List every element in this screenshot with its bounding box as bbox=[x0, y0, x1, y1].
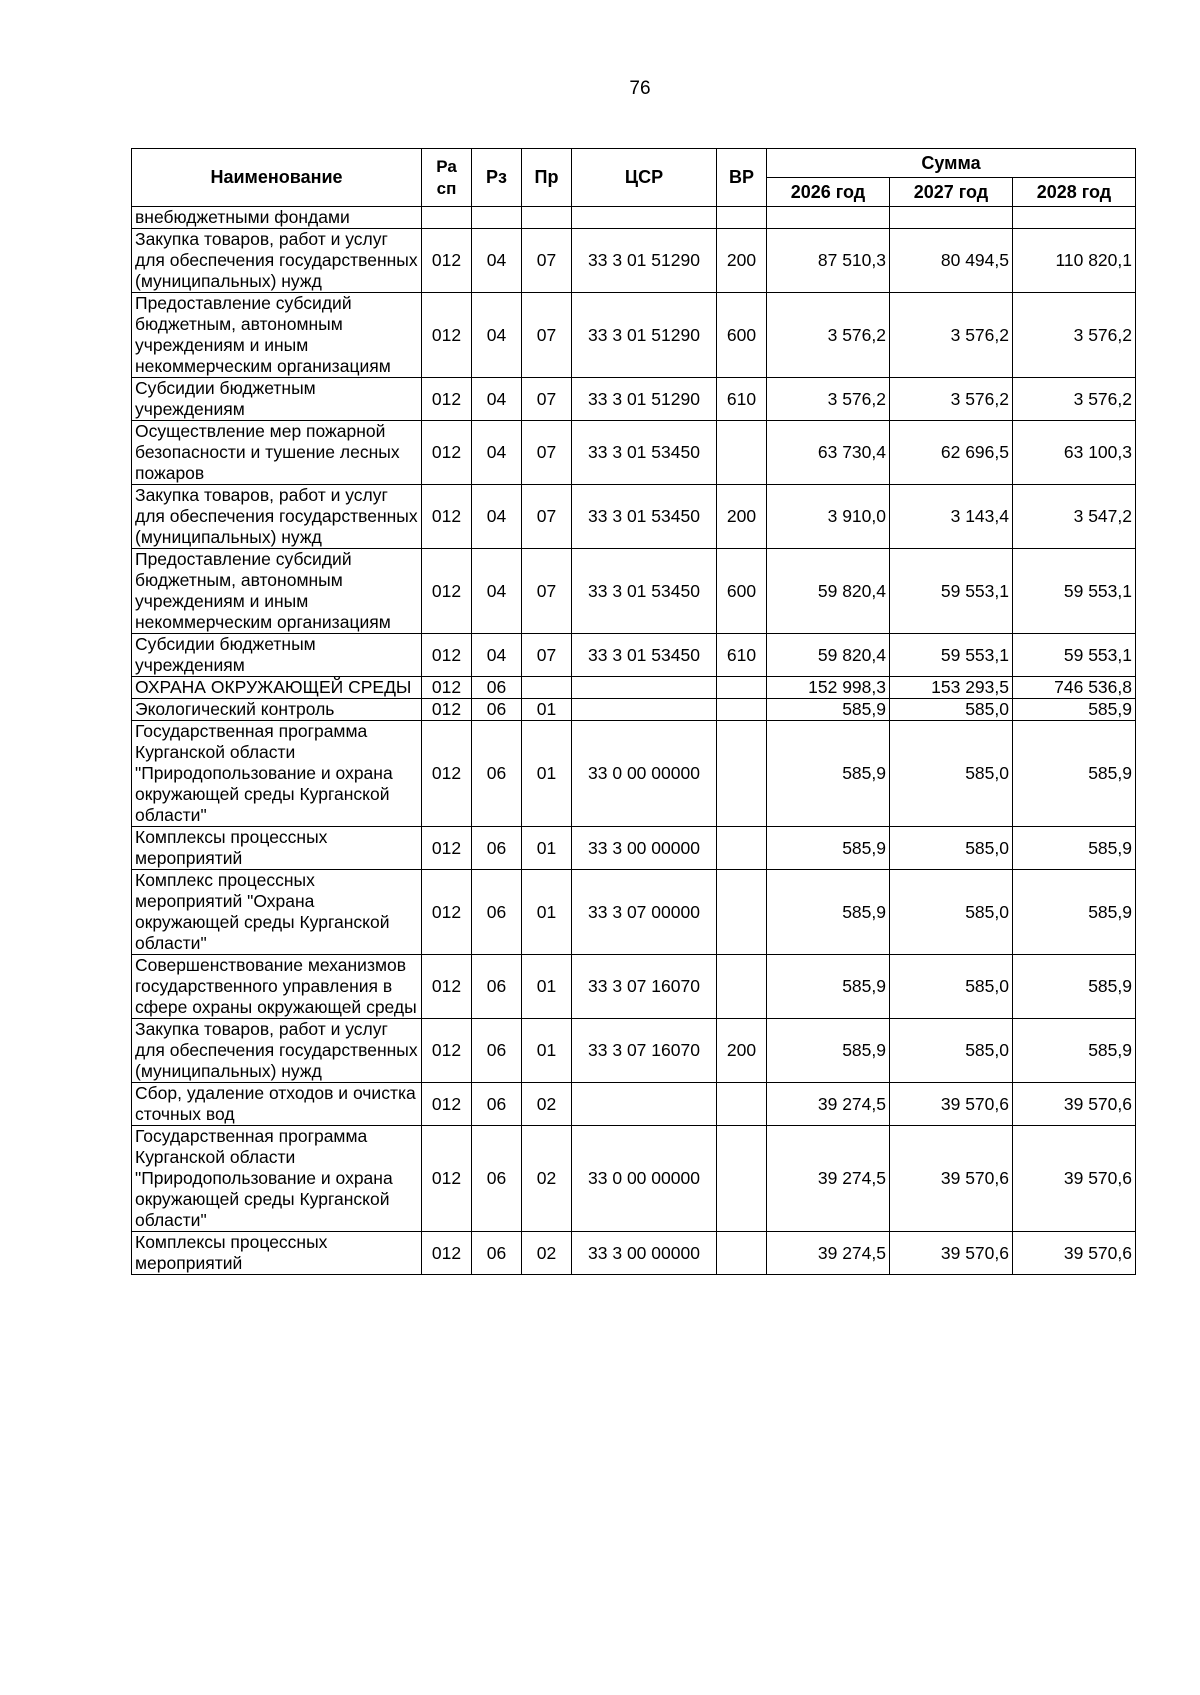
cell-rasp bbox=[422, 207, 472, 229]
cell-rasp: 012 bbox=[422, 634, 472, 677]
cell-sum-2026: 3 576,2 bbox=[767, 378, 890, 421]
cell-sum-2027 bbox=[890, 207, 1013, 229]
header-rasp: Ра сп bbox=[422, 149, 472, 207]
cell-vr: 200 bbox=[717, 1019, 767, 1083]
cell-vr bbox=[717, 870, 767, 955]
cell-rz: 06 bbox=[472, 827, 522, 870]
header-pr: Пр bbox=[522, 149, 572, 207]
cell-csr: 33 3 01 53450 bbox=[572, 485, 717, 549]
cell-pr: 07 bbox=[522, 378, 572, 421]
cell-csr bbox=[572, 699, 717, 721]
cell-sum-2026: 39 274,5 bbox=[767, 1126, 890, 1232]
cell-sum-2026 bbox=[767, 207, 890, 229]
cell-pr: 07 bbox=[522, 549, 572, 634]
cell-sum-2028: 3 576,2 bbox=[1013, 293, 1136, 378]
cell-rz: 04 bbox=[472, 485, 522, 549]
cell-rz: 04 bbox=[472, 634, 522, 677]
cell-sum-2028: 63 100,3 bbox=[1013, 421, 1136, 485]
table-row bbox=[132, 293, 1136, 378]
cell-sum-2026: 3 576,2 bbox=[767, 293, 890, 378]
cell-rz: 06 bbox=[472, 955, 522, 1019]
cell-sum-2027: 585,0 bbox=[890, 827, 1013, 870]
cell-sum-2027: 585,0 bbox=[890, 699, 1013, 721]
cell-pr: 07 bbox=[522, 229, 572, 293]
cell-pr: 07 bbox=[522, 485, 572, 549]
cell-csr: 33 3 07 00000 bbox=[572, 870, 717, 955]
cell-rasp: 012 bbox=[422, 293, 472, 378]
cell-sum-2026: 39 274,5 bbox=[767, 1232, 890, 1275]
cell-vr: 610 bbox=[717, 378, 767, 421]
cell-rasp: 012 bbox=[422, 229, 472, 293]
cell-rz: 06 bbox=[472, 1019, 522, 1083]
table-row bbox=[132, 549, 1136, 634]
cell-rasp: 012 bbox=[422, 721, 472, 827]
cell-name: Закупка товаров, работ и услуг для обеспечения государственных (муниципальных) нужд bbox=[132, 485, 422, 549]
cell-sum-2027: 3 143,4 bbox=[890, 485, 1013, 549]
cell-rasp: 012 bbox=[422, 677, 472, 699]
cell-sum-2027: 59 553,1 bbox=[890, 549, 1013, 634]
cell-rz: 06 bbox=[472, 1083, 522, 1126]
cell-pr: 01 bbox=[522, 870, 572, 955]
cell-sum-2028: 585,9 bbox=[1013, 870, 1136, 955]
cell-rasp: 012 bbox=[422, 549, 472, 634]
cell-vr bbox=[717, 1126, 767, 1232]
cell-rasp: 012 bbox=[422, 1232, 472, 1275]
cell-sum-2028: 585,9 bbox=[1013, 827, 1136, 870]
cell-sum-2026: 585,9 bbox=[767, 721, 890, 827]
cell-rasp: 012 bbox=[422, 955, 472, 1019]
cell-name: Субсидии бюджетным учреждениям bbox=[132, 378, 422, 421]
cell-rasp: 012 bbox=[422, 1126, 472, 1232]
cell-sum-2026: 585,9 bbox=[767, 699, 890, 721]
cell-pr: 01 bbox=[522, 955, 572, 1019]
cell-pr: 02 bbox=[522, 1126, 572, 1232]
cell-sum-2028: 585,9 bbox=[1013, 955, 1136, 1019]
cell-name: Предоставление субсидий бюджетным, автономным учреждениям и иным некоммерческим организациям bbox=[132, 293, 422, 378]
cell-vr: 610 bbox=[717, 634, 767, 677]
cell-sum-2028: 39 570,6 bbox=[1013, 1232, 1136, 1275]
cell-rz: 04 bbox=[472, 293, 522, 378]
cell-sum-2026: 152 998,3 bbox=[767, 677, 890, 699]
header-vr: ВР bbox=[717, 149, 767, 207]
cell-rz: 04 bbox=[472, 421, 522, 485]
cell-pr bbox=[522, 677, 572, 699]
cell-pr: 01 bbox=[522, 827, 572, 870]
cell-name: Государственная программа Курганской области "Природопользование и охрана окружающей среды Курганской области" bbox=[132, 1126, 422, 1232]
cell-sum-2028: 39 570,6 bbox=[1013, 1126, 1136, 1232]
cell-sum-2028: 59 553,1 bbox=[1013, 634, 1136, 677]
cell-csr: 33 3 07 16070 bbox=[572, 955, 717, 1019]
table-body bbox=[132, 207, 1136, 1275]
cell-pr: 01 bbox=[522, 721, 572, 827]
cell-name: ОХРАНА ОКРУЖАЮЩЕЙ СРЕДЫ bbox=[132, 677, 422, 699]
cell-name: Осуществление мер пожарной безопасности и тушение лесных пожаров bbox=[132, 421, 422, 485]
cell-sum-2028: 3 547,2 bbox=[1013, 485, 1136, 549]
cell-csr: 33 3 01 53450 bbox=[572, 549, 717, 634]
cell-sum-2028: 59 553,1 bbox=[1013, 549, 1136, 634]
table-row bbox=[132, 699, 1136, 721]
cell-sum-2027: 585,0 bbox=[890, 870, 1013, 955]
cell-name: Закупка товаров, работ и услуг для обеспечения государственных (муниципальных) нужд bbox=[132, 229, 422, 293]
header-year-2027: 2027 год bbox=[890, 178, 1013, 207]
cell-csr: 33 0 00 00000 bbox=[572, 721, 717, 827]
cell-csr: 33 3 07 16070 bbox=[572, 1019, 717, 1083]
cell-rasp: 012 bbox=[422, 485, 472, 549]
cell-sum-2026: 59 820,4 bbox=[767, 549, 890, 634]
cell-csr: 33 3 01 53450 bbox=[572, 421, 717, 485]
cell-sum-2026: 585,9 bbox=[767, 955, 890, 1019]
cell-rasp: 012 bbox=[422, 870, 472, 955]
cell-rz: 06 bbox=[472, 1232, 522, 1275]
cell-sum-2028 bbox=[1013, 207, 1136, 229]
table-row bbox=[132, 1083, 1136, 1126]
cell-name: внебюджетными фондами bbox=[132, 207, 422, 229]
table-row bbox=[132, 721, 1136, 827]
cell-rz: 04 bbox=[472, 229, 522, 293]
cell-csr: 33 3 00 00000 bbox=[572, 827, 717, 870]
cell-vr bbox=[717, 827, 767, 870]
cell-sum-2028: 585,9 bbox=[1013, 1019, 1136, 1083]
cell-sum-2027: 3 576,2 bbox=[890, 378, 1013, 421]
cell-sum-2027: 585,0 bbox=[890, 955, 1013, 1019]
cell-vr bbox=[717, 1232, 767, 1275]
cell-name: Комплекс процессных мероприятий "Охрана окружающей среды Курганской области" bbox=[132, 870, 422, 955]
table-row bbox=[132, 1019, 1136, 1083]
cell-vr bbox=[717, 955, 767, 1019]
page-number: 76 bbox=[629, 78, 651, 99]
table-row bbox=[132, 485, 1136, 549]
table-row bbox=[132, 955, 1136, 1019]
cell-csr bbox=[572, 1083, 717, 1126]
cell-name: Сбор, удаление отходов и очистка сточных вод bbox=[132, 1083, 422, 1126]
header-year-2026: 2026 год bbox=[767, 178, 890, 207]
cell-sum-2026: 63 730,4 bbox=[767, 421, 890, 485]
cell-rasp: 012 bbox=[422, 378, 472, 421]
cell-sum-2027: 39 570,6 bbox=[890, 1083, 1013, 1126]
cell-rz bbox=[472, 207, 522, 229]
cell-rz: 04 bbox=[472, 549, 522, 634]
cell-rasp: 012 bbox=[422, 827, 472, 870]
cell-name: Субсидии бюджетным учреждениям bbox=[132, 634, 422, 677]
cell-sum-2026: 585,9 bbox=[767, 827, 890, 870]
cell-name: Комплексы процессных мероприятий bbox=[132, 827, 422, 870]
table-row bbox=[132, 378, 1136, 421]
cell-sum-2027: 585,0 bbox=[890, 1019, 1013, 1083]
cell-csr: 33 3 01 51290 bbox=[572, 229, 717, 293]
cell-rz: 06 bbox=[472, 870, 522, 955]
cell-name: Закупка товаров, работ и услуг для обеспечения государственных (муниципальных) нужд bbox=[132, 1019, 422, 1083]
cell-rasp: 012 bbox=[422, 1083, 472, 1126]
cell-sum-2026: 87 510,3 bbox=[767, 229, 890, 293]
cell-sum-2028: 3 576,2 bbox=[1013, 378, 1136, 421]
header-rz: Рз bbox=[472, 149, 522, 207]
cell-sum-2026: 585,9 bbox=[767, 1019, 890, 1083]
cell-sum-2028: 585,9 bbox=[1013, 699, 1136, 721]
cell-rz: 06 bbox=[472, 721, 522, 827]
header-name: Наименование bbox=[132, 149, 422, 207]
cell-csr bbox=[572, 207, 717, 229]
header-sum: Сумма bbox=[767, 149, 1136, 178]
budget-table bbox=[131, 148, 1136, 1275]
cell-rz: 06 bbox=[472, 699, 522, 721]
cell-vr bbox=[717, 677, 767, 699]
cell-sum-2026: 3 910,0 bbox=[767, 485, 890, 549]
cell-pr: 01 bbox=[522, 699, 572, 721]
cell-sum-2028: 585,9 bbox=[1013, 721, 1136, 827]
cell-sum-2028: 746 536,8 bbox=[1013, 677, 1136, 699]
header-csr: ЦСР bbox=[572, 149, 717, 207]
cell-sum-2027: 3 576,2 bbox=[890, 293, 1013, 378]
header-year-2028: 2028 год bbox=[1013, 178, 1136, 207]
cell-name: Экологический контроль bbox=[132, 699, 422, 721]
table-row bbox=[132, 827, 1136, 870]
cell-sum-2027: 39 570,6 bbox=[890, 1126, 1013, 1232]
cell-vr bbox=[717, 421, 767, 485]
cell-pr: 07 bbox=[522, 634, 572, 677]
cell-rz: 06 bbox=[472, 1126, 522, 1232]
cell-name: Совершенствование механизмов государственного управления в сфере охраны окружающей среды bbox=[132, 955, 422, 1019]
table-row bbox=[132, 870, 1136, 955]
cell-pr: 02 bbox=[522, 1083, 572, 1126]
cell-vr bbox=[717, 721, 767, 827]
cell-sum-2027: 585,0 bbox=[890, 721, 1013, 827]
table-row bbox=[132, 1232, 1136, 1275]
cell-vr bbox=[717, 1083, 767, 1126]
cell-name: Комплексы процессных мероприятий bbox=[132, 1232, 422, 1275]
cell-csr: 33 3 01 53450 bbox=[572, 634, 717, 677]
cell-rz: 06 bbox=[472, 677, 522, 699]
table-header bbox=[132, 149, 1136, 207]
cell-pr: 07 bbox=[522, 421, 572, 485]
cell-vr bbox=[717, 699, 767, 721]
cell-sum-2027: 80 494,5 bbox=[890, 229, 1013, 293]
cell-vr: 600 bbox=[717, 293, 767, 378]
cell-sum-2026: 59 820,4 bbox=[767, 634, 890, 677]
cell-rasp: 012 bbox=[422, 421, 472, 485]
cell-sum-2026: 585,9 bbox=[767, 870, 890, 955]
cell-sum-2026: 39 274,5 bbox=[767, 1083, 890, 1126]
cell-rz: 04 bbox=[472, 378, 522, 421]
table-row bbox=[132, 229, 1136, 293]
cell-csr: 33 3 00 00000 bbox=[572, 1232, 717, 1275]
cell-vr: 600 bbox=[717, 549, 767, 634]
cell-vr bbox=[717, 207, 767, 229]
cell-name: Предоставление субсидий бюджетным, автономным учреждениям и иным некоммерческим организациям bbox=[132, 549, 422, 634]
cell-vr: 200 bbox=[717, 229, 767, 293]
cell-sum-2027: 39 570,6 bbox=[890, 1232, 1013, 1275]
cell-vr: 200 bbox=[717, 485, 767, 549]
cell-sum-2027: 59 553,1 bbox=[890, 634, 1013, 677]
cell-sum-2027: 153 293,5 bbox=[890, 677, 1013, 699]
cell-pr bbox=[522, 207, 572, 229]
cell-sum-2027: 62 696,5 bbox=[890, 421, 1013, 485]
cell-csr: 33 3 01 51290 bbox=[572, 378, 717, 421]
cell-csr bbox=[572, 677, 717, 699]
table-row bbox=[132, 677, 1136, 699]
cell-name: Государственная программа Курганской области "Природопользование и охрана окружающей среды Курганской области" bbox=[132, 721, 422, 827]
cell-rasp: 012 bbox=[422, 1019, 472, 1083]
table-row bbox=[132, 207, 1136, 229]
cell-pr: 07 bbox=[522, 293, 572, 378]
cell-rasp: 012 bbox=[422, 699, 472, 721]
table-row bbox=[132, 634, 1136, 677]
cell-pr: 02 bbox=[522, 1232, 572, 1275]
cell-pr: 01 bbox=[522, 1019, 572, 1083]
cell-csr: 33 0 00 00000 bbox=[572, 1126, 717, 1232]
cell-sum-2028: 110 820,1 bbox=[1013, 229, 1136, 293]
cell-csr: 33 3 01 51290 bbox=[572, 293, 717, 378]
table-row bbox=[132, 421, 1136, 485]
table-row bbox=[132, 1126, 1136, 1232]
cell-sum-2028: 39 570,6 bbox=[1013, 1083, 1136, 1126]
